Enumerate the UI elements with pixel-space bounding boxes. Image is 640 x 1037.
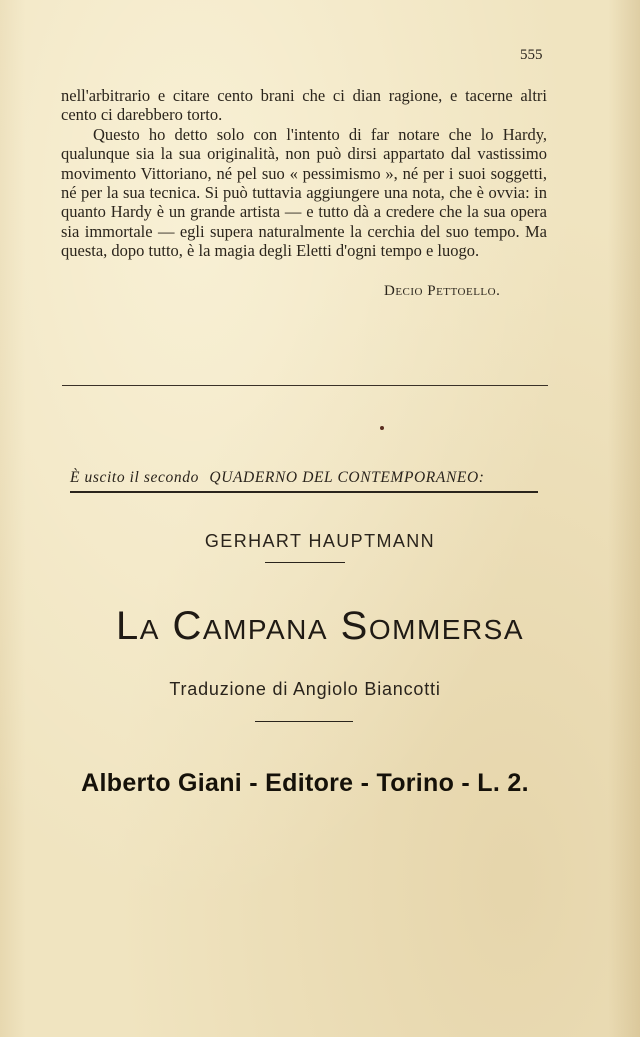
paragraph-1: nell'arbitrario e citare cento brani che ci dian ragione, e tacerne altri cento ci darebbero torto. <box>61 86 547 125</box>
author-signature: Decio Pettoello. <box>384 283 501 299</box>
publisher-line: Alberto Giani - Editore - Torino - L. 2. <box>81 769 529 797</box>
section-divider <box>62 385 548 386</box>
paragraph-2: Questo ho detto solo con l'intento di far notare che lo Hardy, qualunque sia la sua originalità, non può dirsi appartato dal vastissimo movimento Vittoriano, né pel suo « pessimismo », né per i suoi soggetti, né per la sua tecnica. Si può tuttavia aggiungere una nota, che è ovvia: in quanto Hardy è un grande artista — e tutto dà a credere che la sua opera sia immortale — egli supera naturalmente la cerchia del suo tempo. Ma questa, dopo tutto, è la magia degli Eletti d'ogni tempo e luogo. <box>61 124 547 261</box>
announcement-underline <box>70 491 538 493</box>
translator-line: Traduzione di Angiolo Biancotti <box>169 679 441 699</box>
book-author: GERHART HAUPTMANN <box>204 531 436 551</box>
short-divider-top <box>265 562 345 563</box>
page-number: 555 <box>520 47 543 63</box>
article-body <box>61 86 547 261</box>
announcement-series: QUADERNO DEL CONTEMPORANEO: <box>209 469 485 486</box>
announcement-line <box>70 469 540 487</box>
announcement-lead: È uscito il secondo <box>70 469 199 486</box>
ornament-dot <box>380 426 384 430</box>
book-title: La Campana Sommersa <box>115 604 525 648</box>
short-divider-bottom <box>255 721 353 722</box>
